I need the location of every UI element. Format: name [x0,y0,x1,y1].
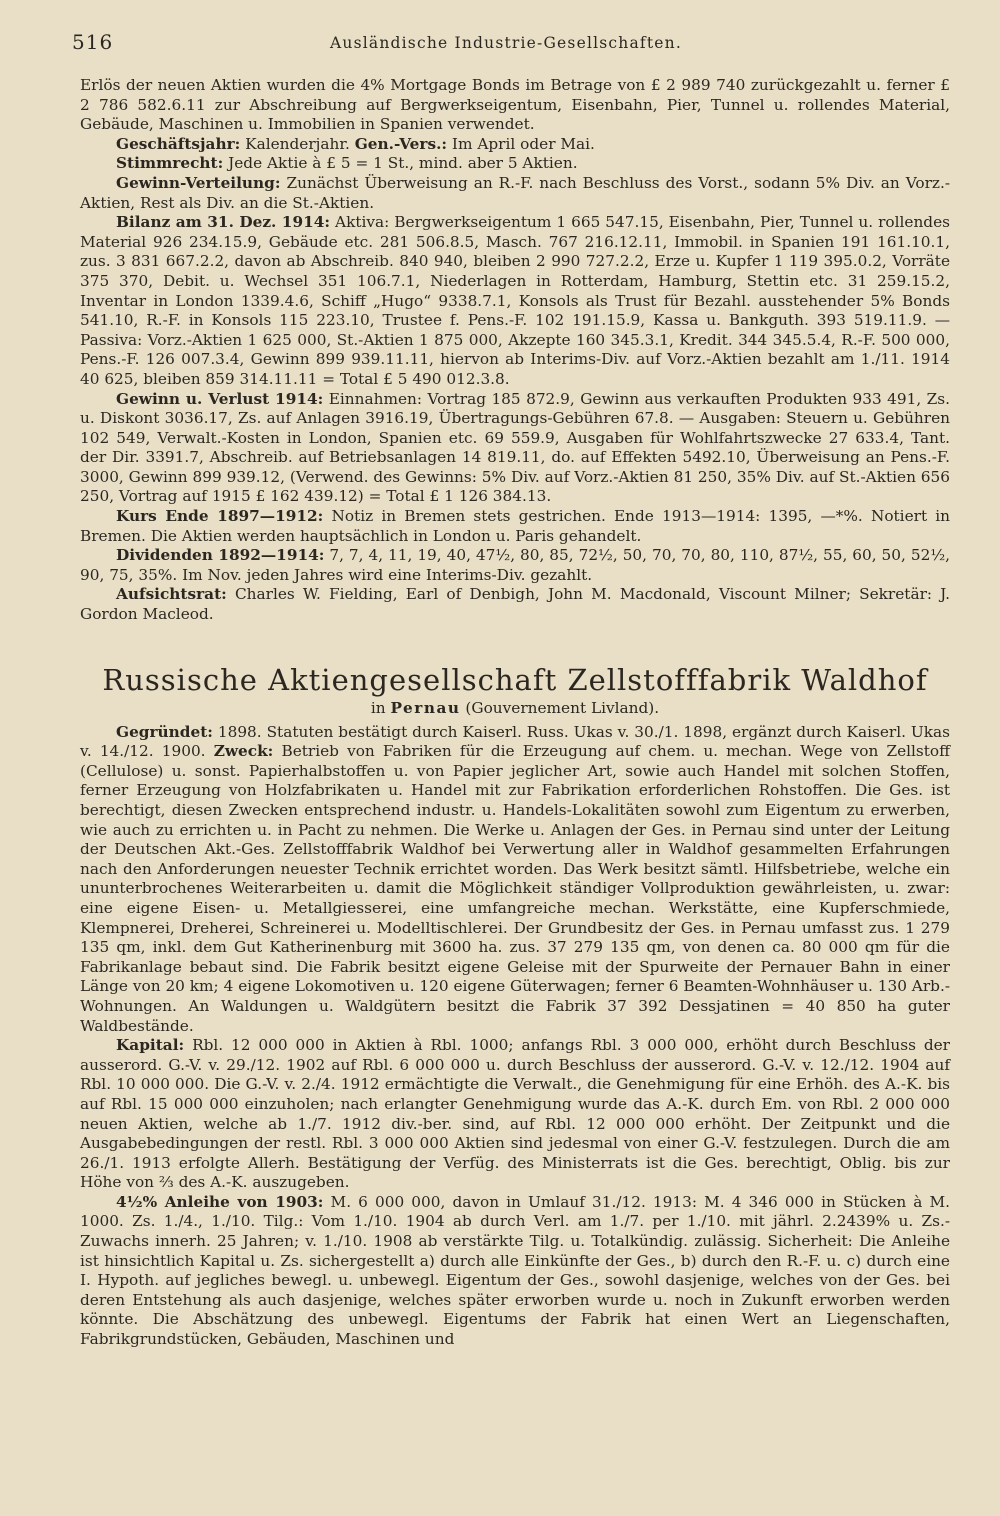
paragraph-text: Betrieb von Fabriken für die Erzeugung auf chem. u. mechan. Wege von Zellstoff (Cellulose) u. sonst. Papierhalbstoffen u. von Papier jeglicher Art, sowie auch Handel mit solchen Stoffen, ferner Erzeugung von Holzfabrikaten u. Handel mit zur Fabrikation erforderlichen Rohstoffen. Die Ges. ist berechtigt, diesen Zwecken entsprechend industr. u. Handels-Lokalitäten sowohl zum Eigentum zu erwerben, wie auch zu errichten u. in Pacht zu nehmen. Die Werke u. Anlagen der Ges. in Pernau sind unter der Leitung der Deutschen Akt.-Ges. Zellstofffabrik Waldhof bei Verwertung aller in Waldhof gesammelten Erfahrungen nach den Anforderungen neuester Technik errichtet worden. Das Werk besitzt sämtl. Hilfsbetriebe, welche ein ununterbrochenes Weiterarbeiten u. damit die Möglichkeit ständiger Vollproduktion gewährleisten, u. zwar: eine eigene Eisen- u. Metallgiesserei, eine umfangreiche mechan. Werkstätte, eine Kupferschmiede, Klempnerei, Dreherei, Schreinerei u. Modelltischlerei. Der Grundbesitz der Ges. in Pernau umfasst zus. 1 279 135 qm, inkl. dem Gut Katherinenburg mit 3600 ha. zus. 37 279 135 qm, von denen ca. 80 000 qm für die Fabrikanlage bebaut sind. Die Fabrik besitzt eigene Geleise mit der Spurweite der Pernauer Bahn in einer Länge von 20 km; 4 eigene Lokomotiven u. 120 eigene Güterwagen; ferner 6 Beamten-Wohnhäuser u. 130 Arb.-Wohnungen. An Waldungen u. Waldgütern besitzt die Fabrik 37 392 Dessjatinen = 40 850 ha guter Waldbestände. [80,742,950,1035]
paragraph-text: 7, 7, 4, 11, 19, 40, 47½, 80, 85, 72½, 50, 70, 70, 80, 110, 87½, 55, 60, 50, 52½, 90, 75, 35%. Im Nov. jeden Jahres wird eine Interims-Div. gezahlt. [80,546,951,584]
paragraph-text: Einnahmen: Vortrag 185 872.9, Gewinn aus verkauften Produkten 933 491, Zs. u. Diskont 3036.17, Zs. auf Anlagen 3916.19, Übertragungs-Gebühren 67.8. — Ausgaben: Steuern u. Gebühren 102 549, Verwalt.-Kosten in London, Spanien etc. 69 559.9, Ausgaben für Wohlfahrtszwecke 27 633.4, Tant. der Dir. 3391.7, Abschreib. auf Betriebsanlagen 14 819.11, do. auf Effekten 5492.10, Überweisung an Pens.-F. 3000, Gewinn 899 939.12, (Verwend. des Gewinns: 5% Div. auf Vorz.-Aktien 81 250, 35% Div. auf St.-Aktien 656 250, Vortrag auf 1915 £ 162 439.12) = Total £ 1 126 384.13. [80,389,950,506]
paragraph-quotation [80,507,950,546]
paragraph-profit-distribution [80,174,950,213]
subtitle-prefix: in [370,698,391,717]
company-location [80,699,950,717]
paragraph-balance-sheet [80,213,950,389]
label-kurs: Kurs Ende 1897—1912: [116,507,324,526]
label-gegruendet: Gegründet: [116,722,213,741]
label-anleihe: 4½% Anleihe von 1903: [116,1192,324,1211]
paragraph-text: 1898. Statuten bestätigt durch Kaiserl. Russ. Ukas v. 30./1. 1898, ergänzt durch Kaiserl. Ukas v. 14./12. 1900. [80,722,950,761]
section-waldhof [80,723,950,1350]
paragraph-fiscal-year [80,135,950,155]
paragraph-proceeds [80,76,950,135]
running-header [72,30,950,60]
subtitle-suffix: (Gouvernement Livland). [460,698,660,717]
running-title: Ausländische Industrie-Gesellschaften. [330,34,682,52]
label-gen-vers: Gen.-Vers.: [354,134,448,153]
paragraph-supervisory-board [80,585,950,624]
paragraph-text: Notiz in Bremen stets gestrichen. Ende 1913—1914: 1395, —*%. Notiert in Bremen. Die Aktien werden hauptsächlich in London u. Paris gehandelt. [80,507,950,545]
label-aufsichtsrat: Aufsichtsrat: [116,585,227,604]
paragraph-text: Im April oder Mai. [447,134,595,153]
paragraph-dividends [80,546,950,585]
paragraph-loan [80,1193,950,1350]
label-geschaeftsjahr: Geschäftsjahr: [116,134,241,153]
paragraph-text: Zunächst Überweisung an R.-F. nach Beschluss des Vorst., sodann 5% Div. an Vorz.-Aktien, Rest als Div. an die St.-Aktien. [80,173,950,212]
paragraph-capital [80,1036,950,1193]
paragraph-text: M. 6 000 000, davon in Umlauf 31./12. 1913: M. 4 346 000 in Stücken à M. 1000. Zs. 1./4., 1./10. Tilg.: Vom 1./10. 1904 ab durch Verl. am 1./7. per 1./10. mit jährl. 2.2439% u. Zs.-Zuwachs innerh. 25 Jahren; v. 1./10. 1908 ab verstärkte Tilg. u. Totalkündig. zulässig. Sicherheit: Die Anleihe ist hinsichtlich Kapital u. Zs. sichergestellt a) durch alle Einkünfte der Ges., b) durch den R.-F. u. c) durch eine I. Hypoth. auf jegliches bewegl. u. unbewegl. Eigentum der Ges., sowohl dasjenige, welches von der Ges. bei deren Entstehung als auch dasjenige, welches später erworben wurde u. noch in Zukunft erworben werden könnte. Die Abschätzung des unbewegl. Eigentums der Fabrik hat einen Wert an Liegenschaften, Fabrikgrundstücken, Gebäuden, Maschinen und [80,1192,951,1349]
paragraph-text: Erlös der neuen Aktien wurden die 4% Mortgage Bonds im Betrage von £ 2 989 740 zurückgezahlt u. ferner £ 2 786 582.6.11 zur Abschreibung auf Bergwerkseigentum, Eisenbahn, Pier, Tunnel u. rollendes Material, Gebäude, Maschinen u. Immobilien in Spanien verwendet. [80,76,950,134]
paragraph-text: Kalenderjahr. [240,134,355,153]
paragraph-profit-loss [80,390,950,508]
label-gewinn-verlust: Gewinn u. Verlust 1914: [116,389,324,408]
label-stimmrecht: Stimmrecht: [116,154,224,173]
label-zweck: Zweck: [213,742,274,761]
paragraph-text: Rbl. 12 000 000 in Aktien à Rbl. 1000; anfangs Rbl. 3 000 000, erhöht durch Beschluss der ausserord. G.-V. v. 29./12. 1902 auf Rbl. 6 000 000 u. durch Beschluss der ausserord. G.-V. v. 12./12. 1904 auf Rbl. 10 000 000. Die G.-V. v. 2./4. 1912 ermächtigte die Verwalt., die Genehmigung für eine Erhöh. des A.-K. bis auf Rbl. 15 000 000 einzuholen; nach erlangter Genehmigung wurde das A.-K. durch Em. von Rbl. 2 000 000 neuen Aktien, welche ab 1./7. 1912 div.-ber. sind, auf Rbl. 12 000 000 erhöht. Der Zeitpunkt und die Ausgabebedingungen der restl. Rbl. 3 000 000 Aktien sind jedesmal von einer G.-V. festzulegen. Durch die am 26./1. 1913 erfolgte Allerh. Bestätigung der Verfüg. des Ministerrats ist die Ges. berechtigt, Oblig. bis zur Höhe von ⅔ des A.-K. auszugeben. [80,1036,950,1192]
label-gewinn-verteilung: Gewinn-Verteilung: [116,173,281,192]
section-previous-company [80,76,950,625]
paragraph-voting [80,154,950,174]
label-kapital: Kapital: [116,1036,185,1055]
subtitle-city: Pernau [390,698,461,717]
page-number: 516 [72,30,114,54]
label-dividenden: Dividenden 1892—1914: [116,546,325,565]
paragraph-text: Aktiva: Bergwerkseigentum 1 665 547.15, Eisenbahn, Pier, Tunnel u. rollendes Material 926 234.15.9, Gebäude etc. 281 506.8.5, Masch. 767 216.12.11, Immobil. in Spanien 191 161.10.1, zus. 3 831 667.2.2, davon ab Abschreib. 840 940, bleiben 2 990 727.2.2, Erze u. Kupfer 1 119 395.0.2, Vorräte 375 370, Debit. u. Wechsel 351 106.7.1, Niederlagen in Rotterdam, Hamburg, Stettin etc. 31 259.15.2, Inventar in London 1339.4.6, Schiff „Hugo“ 9338.7.1, Konsols als Trust für Bezahl. ausstehender 5% Bonds 541.10, R.-F. in Konsols 115 223.10, Trustee f. Pens.-F. 102 191.15.9, Kassa u. Bankguth. 393 519.11.9. — Passiva: Vorz.-Aktien 1 625 000, St.-Aktien 1 875 000, Akzepte 160 345.3.1, Kredit. 344 345.5.4, R.-F. 500 000, Pens.-F. 126 007.3.4, Gewinn 899 939.11.11, hiervon ab Interims-Div. auf Vorz.-Aktien bezahlt am 1./11. 1914 40 625, bleiben 859 314.11.11 = Total £ 5 490 012.3.8. [80,213,950,388]
paragraph-text: Charles W. Fielding, Earl of Denbigh, John M. Macdonald, Viscount Milner; Sekretär: J. Gordon Macleod. [80,585,950,624]
label-bilanz: Bilanz am 31. Dez. 1914: [116,213,331,232]
paragraph-founded [80,723,950,1037]
company-title: Russische Aktiengesellschaft Zellstofffabrik Waldhof [102,662,928,697]
paragraph-text: Jede Aktie à £ 5 = 1 St., mind. aber 5 Aktien. [223,154,578,173]
